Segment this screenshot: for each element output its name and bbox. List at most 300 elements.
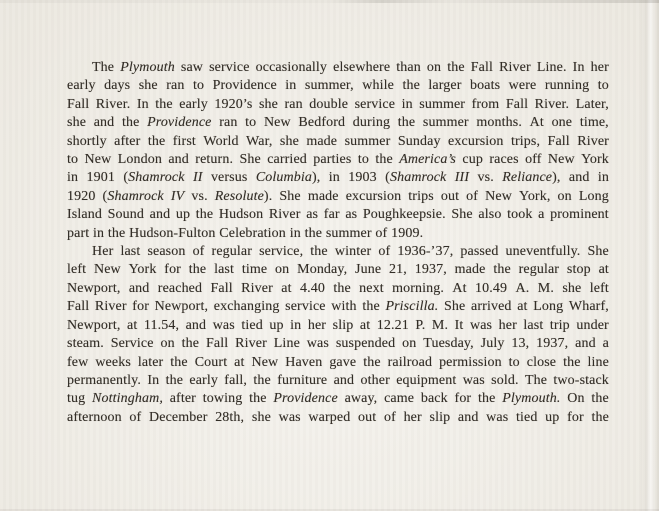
word: Columbia), [255,170,321,186]
word: II [192,170,203,186]
word: 1903 [348,170,377,186]
word: in [597,170,609,186]
word: last [120,244,141,260]
word: and [575,336,596,352]
word: up [545,409,560,425]
word: furniture [277,372,328,388]
word: Priscilla. [385,299,439,315]
word: Monday, [297,262,348,278]
word: tug [67,391,86,407]
word: River [94,299,127,315]
word: the [304,225,323,241]
word: 10.49 [475,280,508,296]
word: Long [533,299,564,315]
word: stop [566,262,591,278]
word: saw [180,60,204,75]
paragraph-2-line-6 [67,335,609,353]
word: she [279,133,299,149]
word: a [538,207,545,223]
word: Hudson [218,207,264,223]
word: Line [273,336,300,352]
word: left [67,262,87,278]
word: Fall [206,336,229,352]
word: At [452,280,467,296]
word: service [209,60,250,75]
word: to [67,152,79,168]
word: she [251,409,271,425]
word: shortly [67,133,107,149]
word: left [589,280,609,296]
paragraph-1-line-2 [67,77,609,95]
word: Reliance), [502,170,561,186]
word: was [306,336,329,352]
word: time, [579,115,609,131]
word: Haven [285,354,323,370]
word: on [275,262,290,278]
word: the [362,299,380,315]
word: Fall [470,60,493,75]
word: (Shamrock [385,170,447,186]
word: Plymouth. [502,391,561,407]
word: she [562,280,582,296]
word: in [67,170,79,186]
word: months. [476,115,522,131]
word: in [290,317,302,333]
word: In [147,372,160,388]
word: first [172,133,196,149]
word: last [214,262,235,278]
word: tied [241,317,263,333]
word: the [195,207,214,223]
word: made [454,262,486,278]
word: 1920’s [214,96,253,112]
word: trip [549,317,570,333]
word: to [597,78,609,94]
word: 1936-’37, [397,244,454,260]
word: in [93,225,105,241]
word: ran [166,78,185,94]
word: morning. [392,280,445,296]
word: Providence [273,391,338,407]
word: Line. [536,60,567,75]
word: races [489,152,519,168]
word: the [155,96,173,112]
word: few [67,354,89,370]
word: Newport, [154,299,209,315]
word: to [192,78,205,94]
word: Providence [212,78,277,94]
word: 1937, [414,262,447,278]
word: ran [219,115,238,131]
word: running [544,78,590,94]
word: for [164,262,181,278]
word: two-stack [553,372,609,388]
word: 1909. [391,225,424,241]
word: service [285,299,326,315]
word: summer, [304,78,354,94]
word: 21, [389,262,407,278]
word: elsewhere [333,60,391,75]
word: parties [313,152,352,168]
word: World [203,133,239,149]
word: at [281,280,292,296]
word: trips, [510,133,541,149]
word: summer [419,96,466,112]
word: December [149,409,208,425]
paragraph-2-line-4 [67,298,609,316]
word: she [258,96,278,112]
word: last [523,317,544,333]
word: summer [422,115,469,131]
word: 13, [511,336,530,352]
word: New [84,152,112,168]
word: 1901 [86,170,115,186]
word: early [67,78,96,94]
word: She [587,244,609,260]
word: River [577,133,609,149]
word: her [498,317,517,333]
word: was [212,317,235,333]
word: 4.40 [299,280,325,296]
word: up [175,207,191,223]
word: of [375,225,388,241]
word: New [547,152,575,168]
word: the [188,262,207,278]
word: Bedford [298,115,346,131]
word: the [375,152,393,168]
word: River. [534,96,570,112]
word: Newport, [67,280,121,296]
word: Fall [67,96,90,112]
word: P. [415,317,426,333]
word: fall, [224,372,248,388]
word: a [602,336,609,352]
word: part [67,225,90,241]
word: the [493,262,511,278]
word: The [92,60,115,75]
word: service [354,96,396,112]
word: than [396,60,421,75]
word: off [525,152,542,168]
word: she [138,78,158,94]
word: She [444,299,466,315]
word: 28th, [215,409,245,425]
word: weeks [95,354,131,370]
word: in [289,225,301,241]
word: Poughkeepsie. [362,207,446,223]
word: passed [460,244,499,260]
word: Fall [505,96,529,112]
word: A. [515,280,530,296]
word: one [551,115,573,131]
word: New [263,115,291,131]
word: 12.21 [376,317,409,333]
word: June [355,262,382,278]
word: reached [157,280,203,296]
word: with [331,299,357,315]
word: of [192,244,205,260]
word: as [306,207,319,223]
word: occasionally [255,60,328,75]
word: River. [95,96,131,112]
paragraph-2-line-9 [67,390,609,408]
word: took [507,207,533,223]
word: In [136,96,149,112]
word: On [567,391,585,407]
word: away, [344,391,378,407]
word: Providence [147,115,212,131]
word: Hudson-Fulton [129,225,216,241]
word: River [268,207,301,223]
word: Newport, [67,317,121,333]
word: Tuesday, [423,336,474,352]
word: double [309,96,349,112]
paragraph-2-line-8 [67,372,609,390]
paragraph-2-line-1 [67,243,609,261]
word: the [249,391,267,407]
word: her [307,317,327,333]
word: IV [170,188,185,204]
word: America’s [399,152,457,168]
word: service, [259,244,304,260]
word: towing [202,391,243,407]
word: gave [329,354,357,370]
word: the [591,409,609,425]
word: close [526,354,557,370]
word: steam. [67,336,104,352]
word: on [426,60,442,75]
word: from [471,96,500,112]
word: arrived [471,299,512,315]
word: under [576,317,609,333]
word: suspended [335,336,396,352]
word: equipment [396,372,457,388]
word: The [524,372,548,388]
word: regular [211,244,253,260]
word: was [278,409,301,425]
word: other [360,372,390,388]
word: Court [194,354,228,370]
paragraph-2-line-5 [67,317,609,335]
word: regular [518,262,560,278]
word: sold. [491,372,519,388]
word: at [234,354,245,370]
word: July [480,336,505,352]
word: made [306,133,338,149]
word: slip [332,317,354,333]
word: and [185,317,207,333]
word: London [117,152,162,168]
word: and [333,372,355,388]
word: after [169,391,196,407]
word: the [181,336,200,352]
word: New [251,354,279,370]
word: the [477,391,496,407]
word: the [563,354,581,370]
word: for [454,391,472,407]
word: the [447,60,465,75]
word: time [241,262,268,278]
word: the [170,354,188,370]
word: of [378,244,391,260]
word: In [572,60,585,75]
word: excursion [345,188,402,204]
word: at [126,317,138,333]
word: Later, [575,96,609,112]
word: the [107,225,126,241]
word: ran [284,96,303,112]
word: She [239,152,261,168]
word: Plymouth [120,60,175,75]
word: of [129,409,142,425]
word: was [462,372,485,388]
word: Service [110,336,154,352]
word: River [499,60,531,75]
word: the [310,244,328,260]
paragraph-2-line-3 [67,280,609,298]
word: the [363,354,381,370]
word: her [590,60,609,75]
word: permanently. [67,372,142,388]
word: It [454,317,464,333]
word: up [269,317,284,333]
word: line [587,354,609,370]
word: summer [344,133,391,149]
word: on [160,336,175,352]
word: for [567,409,584,425]
word: came [384,391,415,407]
word: War, [246,133,273,149]
word: to [245,115,257,131]
word: Sunday [397,133,441,149]
word: She [451,207,473,223]
word: for [132,299,149,315]
word: York, [518,188,551,204]
word: the [121,115,140,131]
word: 11.54, [143,317,180,333]
word: the [397,115,416,131]
text-block [67,59,609,427]
word: season [147,244,186,260]
paragraph-1-line-3 [67,96,609,114]
word: in [328,170,340,186]
word: exchanging [213,299,280,315]
word: her [403,409,422,425]
word: as [345,207,358,223]
word: days [104,78,131,94]
word: far [323,207,340,223]
word: cup [462,152,483,168]
word: at [359,317,371,333]
word: excursion [448,133,504,149]
paragraph-1-line-1 [67,59,609,77]
word: at [598,262,609,278]
word: York [581,152,609,168]
word: and [568,170,590,186]
word: slip [429,409,451,425]
word: of [383,409,396,425]
word: to [508,354,520,370]
paragraph-1-line-8 [67,188,609,206]
word: and [128,280,150,296]
word: Fall [67,299,90,315]
word: and [457,409,479,425]
word: New [485,188,512,204]
word: prominent [550,207,609,223]
word: (Shamrock [102,188,164,204]
word: Island [67,207,102,223]
word: M. [431,317,449,333]
word: Nottingham, [92,391,163,407]
word: return. [195,152,234,168]
word: were [508,78,537,94]
word: back [420,391,448,407]
word: She [279,188,301,204]
word: in [401,96,413,112]
word: was [486,409,509,425]
word: made [307,188,339,204]
paragraph-1-line-7 [67,169,609,187]
word: larger [428,78,462,94]
word: on [557,188,572,204]
paragraph-1-line-6 [67,151,609,169]
word: in [285,78,297,94]
word: later [137,354,164,370]
word: of [466,188,479,204]
word: to [357,152,369,168]
paragraph-1-line-4 [67,114,609,132]
word: versus [210,170,248,186]
word: early [179,96,208,112]
word: summer [325,225,372,241]
word: vs. [191,188,208,204]
word: and [93,115,115,131]
word: Celebration [219,225,286,241]
word: winter [334,244,372,260]
word: she [67,115,87,131]
paragraph-2-line-10 [67,409,609,427]
word: was [469,317,493,333]
paragraph-1-line-10 [67,225,609,243]
word: railroad [387,354,433,370]
word: River [235,336,267,352]
word: III [454,170,470,186]
word: warped [308,409,351,425]
word: the [333,280,351,296]
word: also [478,207,502,223]
word: 1937, [536,336,569,352]
word: Long [578,188,609,204]
word: the [147,133,166,149]
word: out [358,409,377,425]
word: New [93,262,121,278]
word: Sound [107,207,144,223]
word: M. [537,280,554,296]
word: River [241,280,273,296]
word: York [128,262,157,278]
word: the [165,372,184,388]
paragraph-2-line-7 [67,354,609,372]
word: 1920 [67,188,96,204]
word: early [189,372,218,388]
word: uneventfully. [505,244,581,260]
word: the [591,391,609,407]
word: Fall [547,133,570,149]
word: Wharf, [568,299,609,315]
paragraph-2-line-2 [67,261,609,279]
word: permission [439,354,502,370]
word: Her [92,244,114,260]
